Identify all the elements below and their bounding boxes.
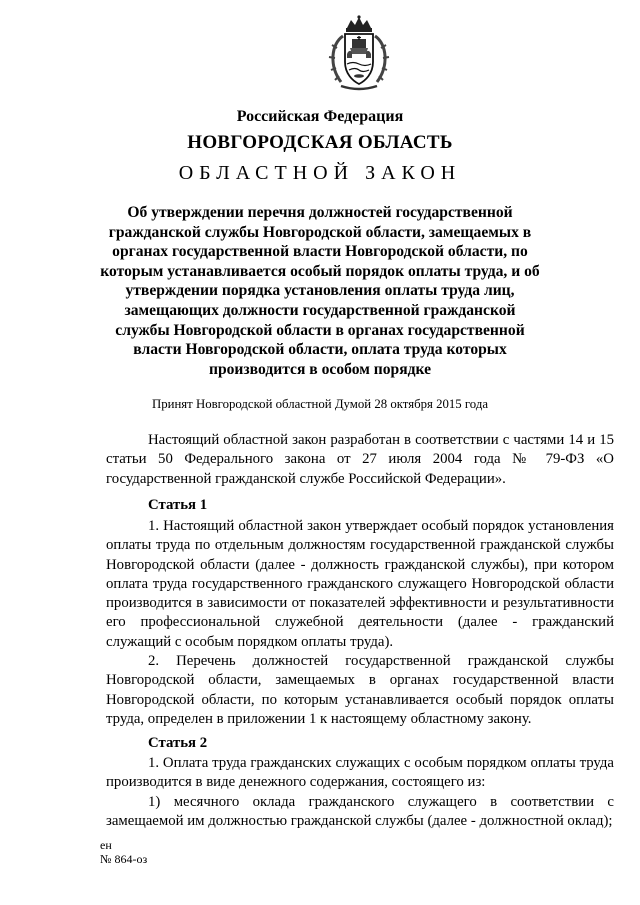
region-name: НОВГОРОДСКАЯ ОБЛАСТЬ: [187, 132, 453, 153]
article-1-heading: Статья 1: [148, 497, 208, 513]
intro-section: [106, 431, 614, 489]
coat-of-arms-icon: [323, 14, 395, 94]
article-2-heading: Статья 2: [148, 735, 208, 751]
article-1-paragraph-2: 2. Перечень должностей государственной гражданской службы Новгородской области, замещаемых в органах государственной власти Новгородской области, по которым устанавливается особый порядок оплаты труда, определен в приложении 1 к настоящему областному закону.: [106, 653, 614, 727]
article-2-body: [106, 754, 614, 831]
article-2-paragraph-1: 1. Оплата труда гражданских служащих с особым порядком оплаты труда производится в виде денежного содержания, состоящего из:: [106, 755, 614, 791]
article-2-paragraph-2: 1) месячного оклада гражданского служащего в соответствии с замещаемой им должностью гражданской службы (далее - должностной оклад);: [106, 793, 614, 829]
law-title: Об утверждении перечня должностей государственной гражданской службы Новгородской области, замещаемых в органах государственной власти Новгородской области, по которым устанавливается особый порядок оплаты труда, и об утверждении порядка установления оплаты труда лиц, замещающих должности государственной гражданской службы Новгородской области в органах государственной власти Новгородской области, оплата труда которых производится в особом порядке: [100, 204, 540, 378]
footer-number: № 864-оз: [100, 852, 148, 866]
adoption-note: Принят Новгородской областной Думой 28 октября 2015 года: [151, 397, 489, 411]
country-name: Российская Федерация: [236, 108, 404, 125]
document-footer: [100, 838, 147, 866]
article-1-paragraph-1: 1. Настоящий областной закон утверждает особый порядок установления оплаты труда по отдельным должностям государственной гражданской службы Новгородской области (далее - должность гражданской службы), при котором оплата труда государственного гражданского служащего Новгородской области производится в зависимости от показателей эффективности и результативности его профессиональной служебной деятельности (далее - гражданский служащий с особым порядком оплаты труда).: [106, 518, 614, 650]
intro-paragraph: Настоящий областной закон разработан в соответствии с частями 14 и 15 статьи 50 Федерального закона от 27 июля 2004 года № 79-ФЗ «О государственной гражданской службе Российской Федерации».: [106, 432, 614, 487]
article-1-body: [106, 517, 614, 729]
law-type: ОБЛАСТНОЙ ЗАКОН: [178, 162, 462, 184]
footer-initials: ен: [100, 838, 112, 852]
